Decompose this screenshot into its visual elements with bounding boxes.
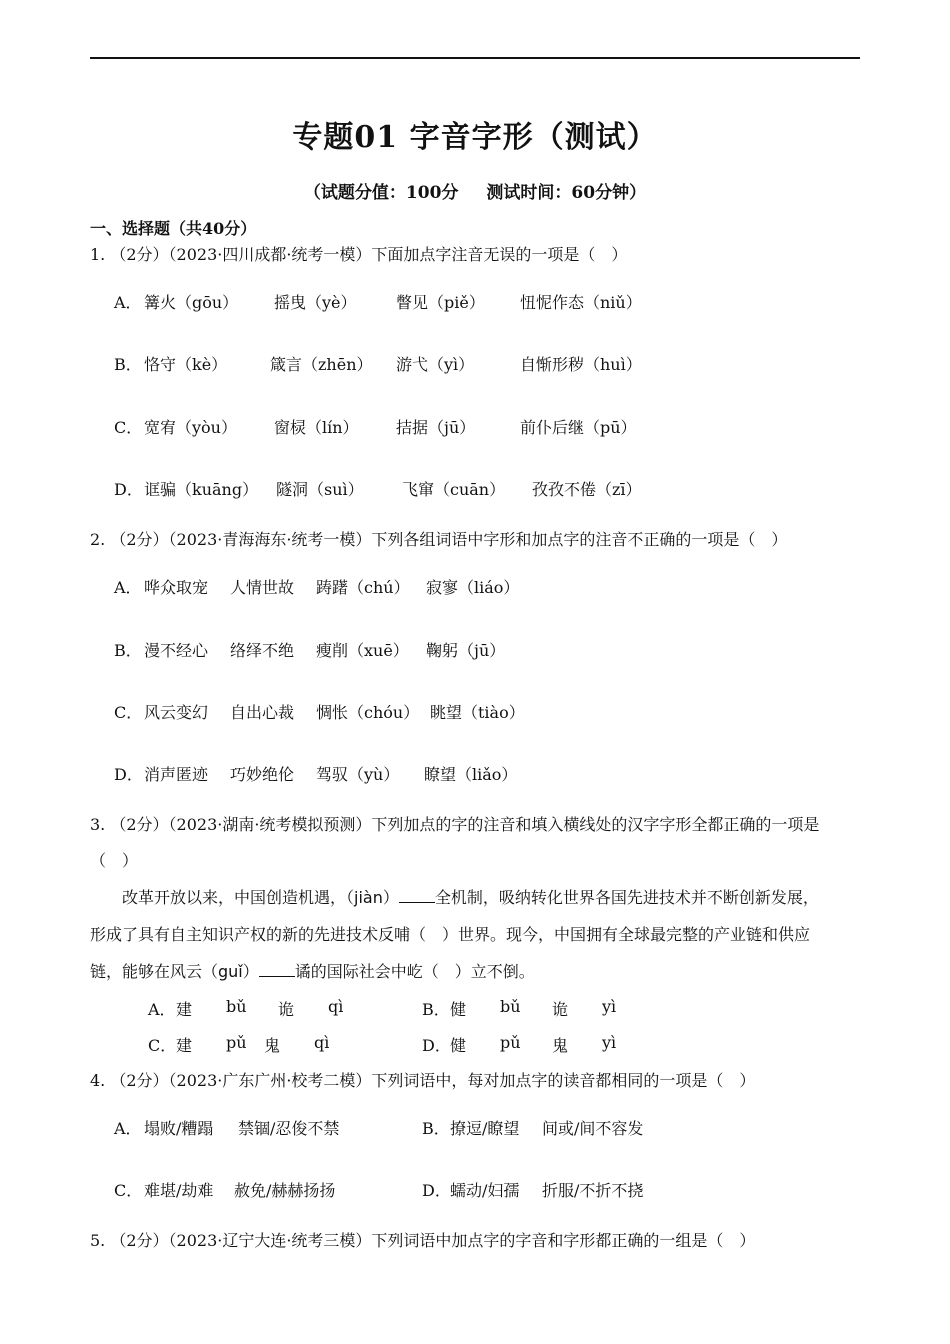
fill-blank (259, 962, 295, 977)
option-item: 自惭形秽（huì） (520, 355, 642, 374)
option-item: 游弋（yì） (396, 355, 475, 374)
option-item: 拮据（jū） (396, 418, 476, 437)
option-letter: D． (114, 765, 143, 784)
option-letter: C． (114, 1181, 143, 1200)
option-item: 哗众取宠 (144, 578, 209, 597)
question-text: （2分）（2023·青海海东·统考一模）下列各组词语中字形和加点字的注音不正确的一项是（ ） (110, 530, 788, 549)
option-item: 诡 (278, 1000, 295, 1019)
option-letter: B． (422, 1000, 450, 1019)
option-item: 篝火（gōu） (144, 293, 239, 312)
option-letter: B． (422, 1119, 450, 1138)
passage-line: 链，能够在风云（guǐ） (90, 962, 259, 981)
option-item: 人情世故 (230, 578, 295, 597)
question-3-stem (90, 812, 819, 835)
option-item: 难堪/劫难 (144, 1181, 214, 1200)
option-item: 络绎不绝 (230, 641, 295, 660)
option-item: 鬼 (552, 1036, 569, 1055)
option-letter: A． (148, 1000, 176, 1019)
option-item: 箴言（zhēn） (270, 355, 373, 374)
option-item: 寂寥（liáo） (426, 578, 520, 597)
question-2-stem (90, 527, 787, 550)
option-item: 孜孜不倦（zī） (532, 480, 642, 499)
passage-line: 改革开放以来，中国创造机遇，（jiàn） (122, 888, 399, 907)
question-number: 4. (90, 1071, 106, 1090)
option-item: 鬼 (264, 1036, 281, 1055)
section-heading: 一、选择题（共40分） (90, 219, 257, 238)
question-text: （2分）（2023·湖南·统考模拟预测）下列加点的字的注音和填入横线处的汉字字形全都正确的一项是 (110, 815, 820, 834)
option-item: 瘦削（xuē） (316, 641, 409, 660)
question-1-stem (90, 242, 627, 265)
page-title: 专题01 字音字形（测试） (292, 120, 658, 155)
option-item: 摇曳（yè） (274, 293, 357, 312)
option-letter: B． (114, 641, 142, 660)
option-item: 恪守（kè） (144, 355, 228, 374)
option-letter: B． (114, 355, 142, 374)
option-letter: C． (148, 1036, 177, 1055)
option-item: 隧洞（suì） (276, 480, 364, 499)
option-item: 前仆后继（pū） (520, 418, 637, 437)
fill-blank (399, 888, 435, 903)
option-item: 瞭望（liǎo） (424, 765, 518, 784)
option-item: 漫不经心 (144, 641, 209, 660)
page-subtitle (0, 178, 950, 203)
option-item: yì (602, 997, 617, 1016)
passage-line: 谲的国际社会中屹（ ）立不倒。 (294, 962, 535, 981)
option-item: 眺望（tiào） (430, 703, 525, 722)
option-item: 瞥见（piě） (396, 293, 485, 312)
option-item: 宽宥（yòu） (144, 418, 237, 437)
option-item: 诡 (552, 1000, 569, 1019)
option-item: 飞窜（cuān） (402, 480, 506, 499)
option-item: 健 (450, 1036, 467, 1055)
question-number: 1. (90, 245, 106, 264)
option-item: yì (602, 1033, 617, 1052)
option-item: 鞠躬（jū） (426, 641, 506, 660)
option-item: 自出心裁 (230, 703, 295, 722)
option-item: 巧妙绝伦 (230, 765, 295, 784)
option-letter: C． (114, 418, 143, 437)
option-item: pǔ (226, 1033, 247, 1052)
question-3-stem-cont: （ ） (90, 851, 139, 870)
option-item: 惆怅（chóu） (316, 703, 420, 722)
option-item: 折服/不折不挠 (542, 1181, 644, 1200)
question-4-stem (90, 1068, 755, 1091)
option-item: qì (328, 997, 344, 1016)
option-item: 建 (176, 1036, 193, 1055)
option-item: 风云变幻 (144, 703, 209, 722)
option-letter: C． (114, 703, 143, 722)
time-info: 测试时间：60分钟） (486, 183, 647, 203)
option-item: 建 (176, 1000, 193, 1019)
option-item: 忸怩作态（niǔ） (520, 293, 642, 312)
question-text: （2分）（2023·广东广州·校考二模）下列词语中，每对加点字的读音都相同的一项是（ ） (110, 1071, 756, 1090)
score-info: （试题分值：100分 (303, 183, 459, 203)
option-letter: A． (114, 293, 142, 312)
option-item: 窗棂（lín） (274, 418, 359, 437)
question-number: 3. (90, 815, 106, 834)
option-item: 禁锢/忍俊不禁 (238, 1119, 340, 1138)
option-item: 塌败/糟蹋 (144, 1119, 214, 1138)
passage-line: 形成了具有自主知识产权的新的先进技术反哺（ ）世界。现今，中国拥有全球最完整的产业链和供应 (90, 925, 811, 944)
option-item: 蠕动/妇孺 (450, 1181, 520, 1200)
option-item: 赦免/赫赫扬扬 (234, 1181, 336, 1200)
option-item: 间或/间不容发 (542, 1119, 644, 1138)
option-item: 驾驭（yù） (316, 765, 400, 784)
option-item: pǔ (500, 1033, 521, 1052)
option-item: 踌躇（chú） (316, 578, 410, 597)
option-item: bǔ (226, 997, 247, 1016)
passage-line: 全机制，吸纳转化世界各国先进技术并不断创新发展， (434, 888, 819, 907)
option-letter: A． (114, 1119, 142, 1138)
question-text: （2分）（2023·四川成都·统考一模）下面加点字注音无误的一项是（ ） (110, 245, 628, 264)
option-letter: D． (422, 1181, 451, 1200)
option-item: bǔ (500, 997, 521, 1016)
option-item: 诓骗（kuāng） (144, 480, 259, 499)
option-letter: D． (422, 1036, 451, 1055)
question-number: 5. (90, 1231, 106, 1250)
question-5-stem (90, 1228, 755, 1251)
option-item: 健 (450, 1000, 467, 1019)
header-rule (90, 57, 860, 59)
option-letter: D． (114, 480, 143, 499)
option-item: 消声匿迹 (144, 765, 209, 784)
question-text: （2分）（2023·辽宁大连·统考三模）下列词语中加点字的字音和字形都正确的一组是（ ） (110, 1231, 756, 1250)
option-item: 撩逗/瞭望 (450, 1119, 520, 1138)
question-number: 2. (90, 530, 106, 549)
option-item: qì (314, 1033, 330, 1052)
option-letter: A． (114, 578, 142, 597)
